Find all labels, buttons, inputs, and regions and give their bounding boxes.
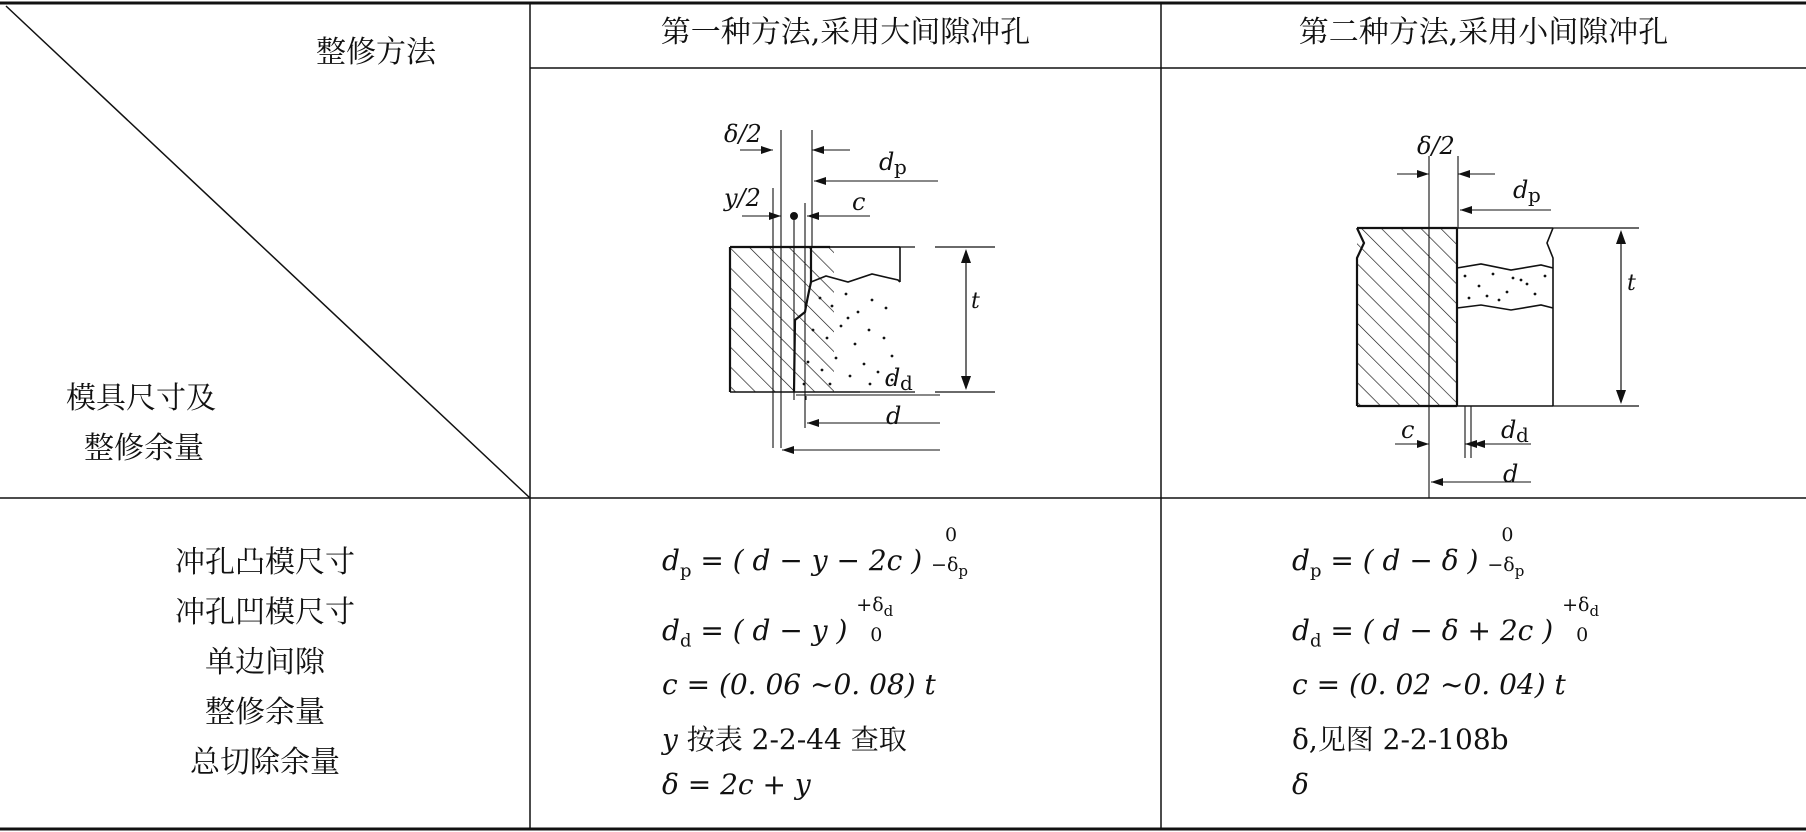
label-delta-half: δ/2 (724, 120, 762, 148)
row-label-die: 冲孔凹模尺寸 (175, 595, 355, 630)
diagram-method2 (1161, 68, 1806, 498)
m1-punch-formula: $d_p$ = ( d − y − 2c ) 0 $-\delta_p$ (662, 524, 969, 582)
corner-bottom-label-line1: 模具尺寸及 (66, 381, 216, 416)
m1-allowance: y 按表 2-2-44 查取 (662, 723, 907, 756)
m1-die-formula: $d_d$ = ( d − y ) $+\delta_d$ 0 (662, 594, 894, 652)
hatched-die-section (1357, 228, 1457, 406)
label-c: c (852, 188, 866, 216)
m2-total: δ (1292, 768, 1309, 801)
label-dd: d (885, 364, 901, 392)
stipple-area (1464, 273, 1547, 302)
label-dp: d (1513, 176, 1529, 204)
corner-diagonal (6, 6, 530, 498)
m2-die-formula: $d_d$ = ( d − δ + 2c ) $+\delta_d$ 0 (1292, 594, 1600, 652)
row-label-total: 总切除余量 (190, 745, 340, 780)
label-d: d (886, 402, 902, 430)
label-y-half: y/2 (724, 184, 761, 212)
m1-clearance-formula: c = (0. 06 ~0. 08) t (662, 668, 936, 701)
corner-top-label: 整修方法 (316, 35, 436, 70)
label-d: d (1503, 460, 1519, 488)
label-dd-sub: d (900, 371, 913, 395)
label-dp-sub: p (894, 155, 907, 179)
label-t: t (971, 289, 980, 314)
label-dd-sub: d (1516, 423, 1529, 447)
m2-allowance: δ,见图 2-2-108b (1292, 723, 1509, 756)
row-label-allowance: 整修余量 (205, 695, 325, 730)
m1-total: δ = 2c + y (662, 768, 811, 801)
label-dp: d (879, 148, 895, 176)
label-dp-sub: p (1528, 183, 1541, 207)
row-labels (140, 538, 390, 788)
m2-punch-formula: $d_p$ = ( d − δ ) 0 $-\delta_p$ (1292, 524, 1525, 582)
label-c: c (1401, 416, 1415, 444)
method1-header: 第一种方法,采用大间隙冲孔 (660, 15, 1031, 50)
diagram-method1 (530, 68, 1161, 498)
m2-clearance-formula: c = (0. 02 ~0. 04) t (1292, 668, 1566, 701)
corner-bottom-label-line2: 整修余量 (84, 431, 204, 466)
method2-header: 第二种方法,采用小间隙冲孔 (1298, 15, 1669, 50)
row-label-punch: 冲孔凸模尺寸 (175, 545, 355, 580)
row-label-clearance: 单边间隙 (205, 645, 325, 680)
label-delta-half: δ/2 (1417, 132, 1455, 160)
label-dd: d (1501, 416, 1517, 444)
hatched-die-section (730, 247, 834, 392)
label-t: t (1627, 271, 1636, 296)
